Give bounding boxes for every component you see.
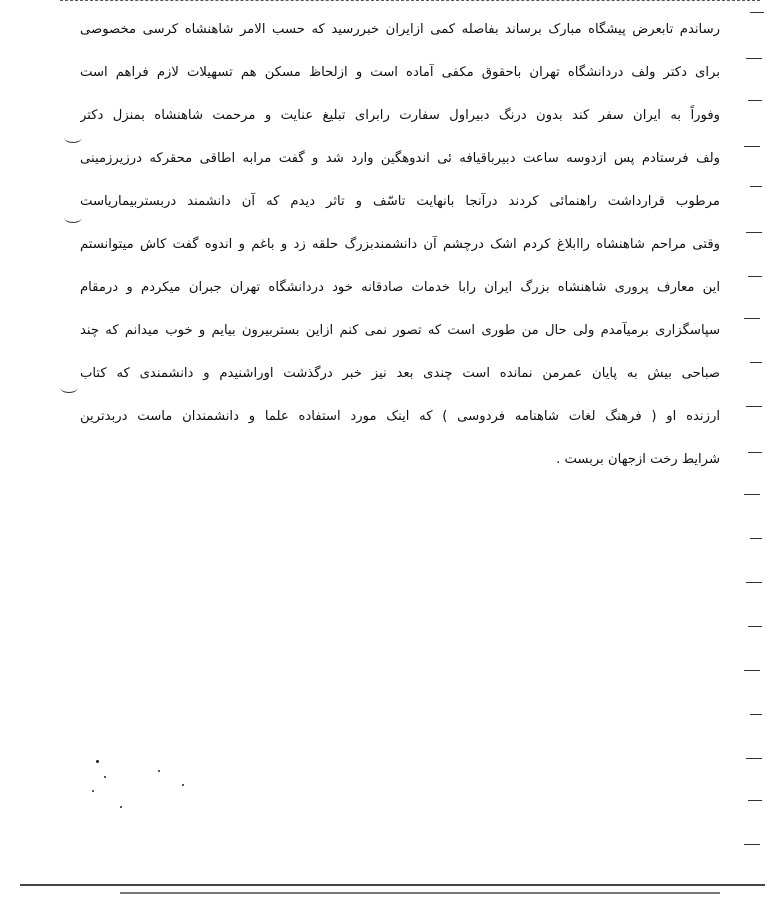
margin-tick (746, 58, 762, 59)
text-line: ارزنده او ( فرهنگ لغات شاهنامه فردوسی ) که اینک مورد استفاده علما و دانشمندان ماست دربدترین (80, 409, 720, 424)
margin-arc (60, 382, 78, 393)
scan-speck (182, 784, 184, 786)
text-line: سپاسگزاری برمیآمدم ولی حال من طوری است که تصور نمی کنم ازاین بستربیرون بیایم و خوب میدانم که چند (80, 323, 720, 338)
scan-speck (92, 790, 94, 792)
top-edge-rule (60, 0, 760, 3)
text-line: مرطوب قرارداشت راهنمائی کردند درآنجا بانهایت تاسّف و تاثر دیدم که آن دانشمند دربستربیماریاست (80, 194, 720, 209)
bottom-edge-rule (20, 884, 765, 886)
margin-arc (64, 212, 82, 223)
margin-tick (750, 186, 762, 187)
margin-tick (744, 318, 760, 319)
margin-tick (748, 276, 762, 277)
text-line: وقتی مراحم شاهنشاه راابلاغ کردم اشک درچشم آن دانشمندبزرگ حلقه زد و باغم و اندوه گفت کاش میتوانستم (80, 237, 720, 252)
margin-tick (746, 406, 762, 407)
margin-tick (750, 538, 762, 539)
margin-tick (746, 582, 762, 583)
text-line: برای دکتر ولف دردانشگاه تهران باحقوق مکفی آماده است و ازلحاظ مسکن هم تسهیلات لازم فراهم است (80, 65, 720, 80)
text-line: شرایط رخت ازجهان بربست . (556, 452, 720, 467)
margin-tick (750, 714, 762, 715)
margin-tick (744, 494, 760, 495)
scan-speck (104, 776, 106, 778)
scan-speck (96, 760, 99, 763)
margin-tick (746, 758, 762, 759)
scan-speck (158, 770, 160, 772)
margin-tick (748, 800, 762, 801)
scan-speck (120, 806, 122, 808)
margin-tick (746, 232, 762, 233)
margin-tick (744, 844, 760, 845)
margin-tick (748, 100, 762, 101)
text-line: صباحی بیش به پایان عمرمن نمانده است چندی بعد نیز خبر درگذشت اوراشنیدم و دانشمندی که کتاب (80, 366, 720, 381)
margin-tick (750, 12, 764, 13)
bottom-edge-rule (120, 892, 720, 894)
margin-tick (748, 452, 762, 453)
margin-arc (64, 132, 82, 143)
margin-tick (744, 146, 760, 147)
margin-tick (750, 362, 762, 363)
body-text (80, 8, 720, 481)
text-line: این معارف پروری شاهنشاه بزرگ ایران رابا خدمات صادقانه خود دردانشگاه تهران جبران میکردم و درمقام (80, 280, 720, 295)
margin-tick (748, 626, 762, 627)
text-line: رساندم تابعرض پیشگاه مبارک برساند بفاصله کمی ازایران خبررسید که حسب الامر شاهنشاه کرسی مخصوصی (80, 22, 720, 37)
text-line: ولف فرستادم پس ازدوسه ساعت دبیرباقیافه ئی اندوهگین وارد شد و گفت مرابه اطاقی محقرکه درزیرزمینی (80, 151, 720, 166)
margin-tick (744, 670, 760, 671)
text-line: وفوراً به ایران سفر کند بدون درنگ دبیراول سفارت رابرای تبلیغ عنایت و مرحمت شاهنشاه بمنزل دکتر (80, 108, 720, 123)
